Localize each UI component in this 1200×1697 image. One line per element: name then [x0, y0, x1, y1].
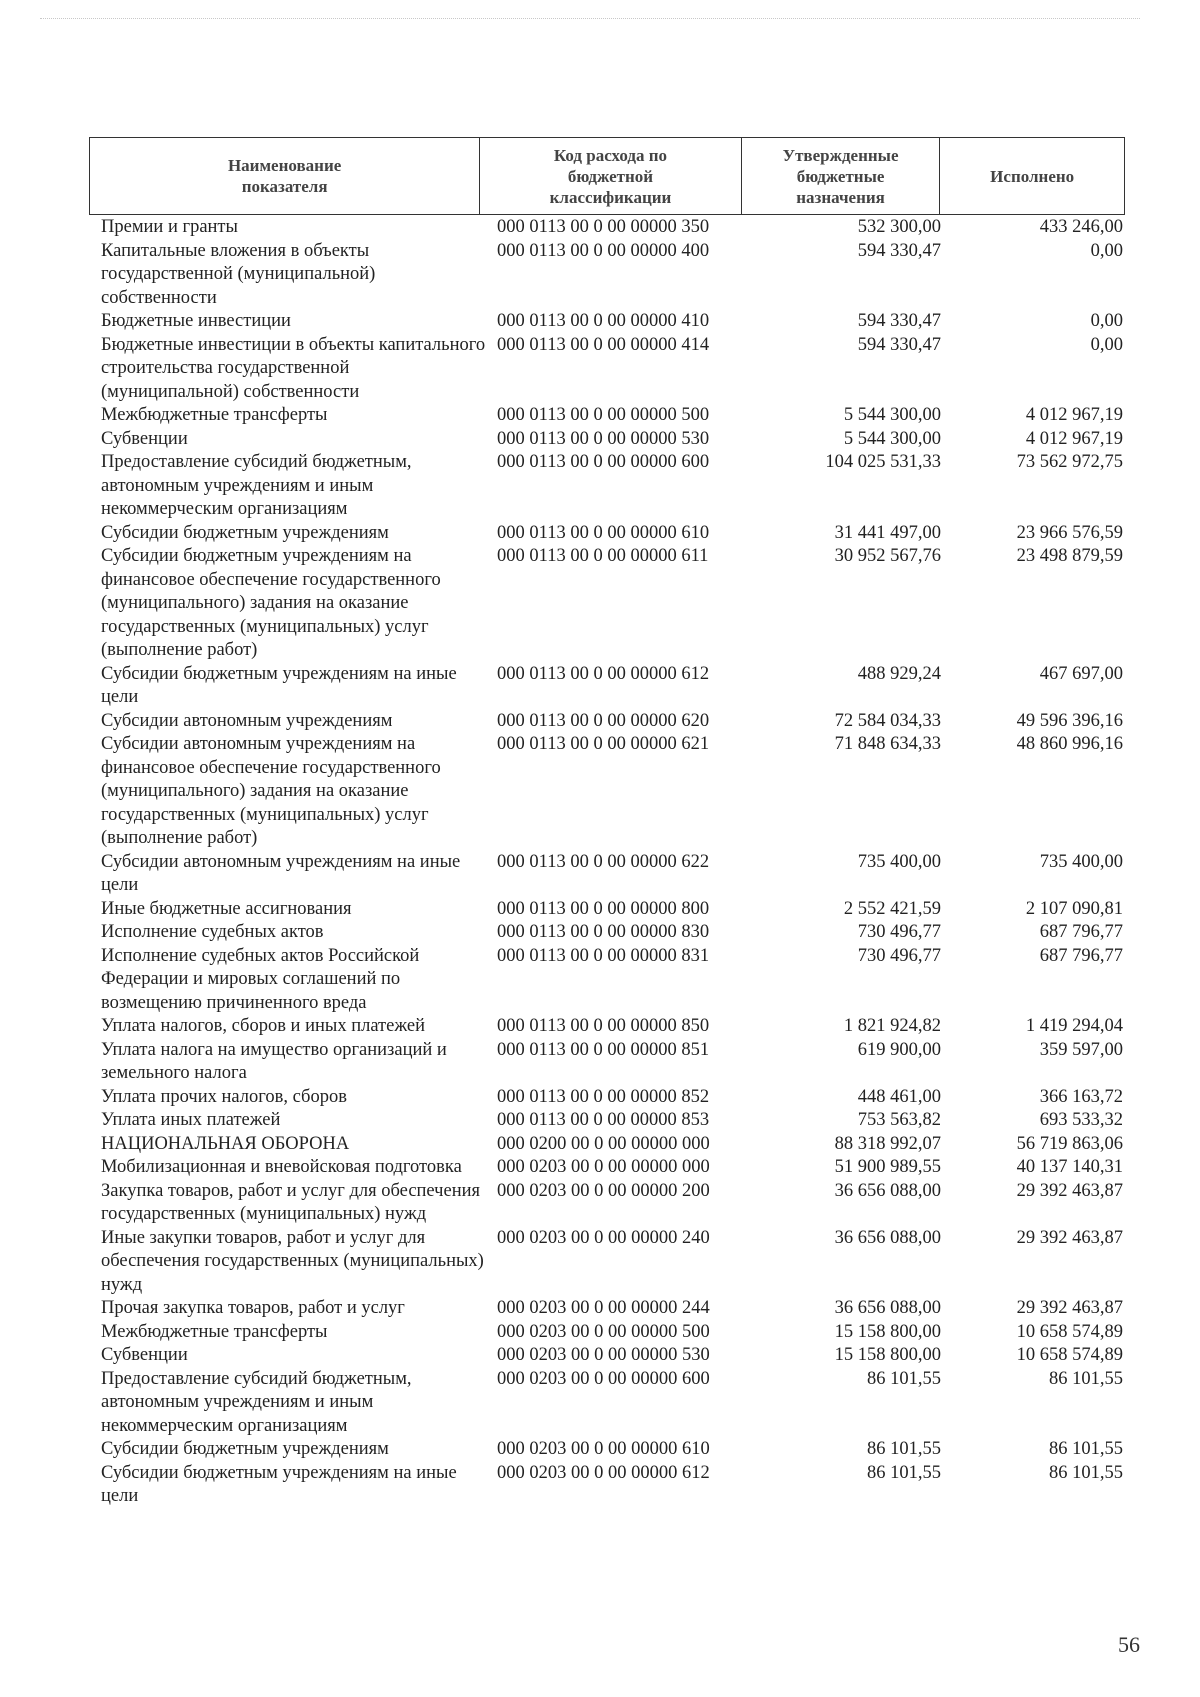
row-executed: 0,00	[1090, 240, 1123, 261]
table-row	[101, 428, 1123, 452]
table-row	[101, 310, 1123, 334]
row-name: Межбюджетные трансферты	[101, 1321, 328, 1342]
row-executed: 0,00	[1090, 334, 1123, 355]
row-code: 000 0113 00 0 00 00000 800	[497, 898, 710, 919]
table-row	[101, 451, 1123, 522]
row-name: Уплата налогов, сборов и иных платежей	[101, 1016, 426, 1036]
header-executed: Исполнено	[990, 166, 1075, 186]
table-row	[101, 1086, 1123, 1110]
row-approved: 1 821 924,82	[843, 1016, 941, 1036]
row-executed: 433 246,00	[1039, 217, 1123, 237]
table-row	[101, 921, 1123, 945]
row-name: Уплата прочих налогов, сборов	[101, 1086, 347, 1107]
table-row	[101, 1227, 1123, 1298]
row-code: 000 0203 00 0 00 00000 530	[497, 1345, 710, 1365]
row-executed: 86 101,55	[1049, 1368, 1123, 1389]
row-name: Уплата налога на имущество организаций и земельного налога	[101, 1039, 447, 1083]
row-executed: 73 562 972,75	[1016, 452, 1123, 472]
row-name: Субвенции	[101, 1345, 188, 1365]
table-row	[101, 1109, 1123, 1133]
row-code: 000 0200 00 0 00 00000 000	[497, 1133, 710, 1154]
row-code: 000 0113 00 0 00 00000 350	[497, 217, 710, 237]
row-approved: 36 656 088,00	[834, 1227, 941, 1248]
table-row	[101, 663, 1123, 710]
table-row	[101, 898, 1123, 922]
row-executed: 1 419 294,04	[1025, 1016, 1123, 1036]
row-executed: 0,00	[1090, 311, 1123, 331]
table-row	[101, 216, 1123, 240]
row-code: 000 0203 00 0 00 00000 610	[497, 1439, 710, 1459]
table-row	[101, 1039, 1123, 1086]
row-executed: 2 107 090,81	[1025, 898, 1123, 919]
row-name: Исполнение судебных актов Российской Федерации и мировых соглашений по возмещению причиненного вреда	[101, 945, 420, 1013]
row-approved: 104 025 531,33	[825, 452, 941, 472]
table-row	[101, 1015, 1123, 1039]
row-executed: 467 697,00	[1039, 663, 1123, 684]
table-row	[101, 710, 1123, 734]
row-approved: 730 496,77	[857, 945, 941, 966]
row-executed: 693 533,32	[1039, 1110, 1123, 1130]
row-approved: 753 563,82	[857, 1110, 941, 1130]
row-code: 000 0203 00 0 00 00000 244	[497, 1298, 710, 1318]
table-row	[101, 545, 1123, 663]
row-approved: 594 330,47	[857, 334, 941, 355]
row-approved: 30 952 567,76	[834, 546, 941, 566]
table-row	[101, 1180, 1123, 1227]
row-code: 000 0113 00 0 00 00000 831	[497, 945, 710, 966]
row-executed: 29 392 463,87	[1016, 1227, 1123, 1248]
row-executed: 10 658 574,89	[1016, 1321, 1123, 1342]
row-code: 000 0113 00 0 00 00000 600	[497, 452, 710, 472]
row-executed: 56 719 863,06	[1016, 1133, 1123, 1154]
row-executed: 10 658 574,89	[1016, 1345, 1123, 1365]
table-row	[101, 851, 1123, 898]
table-row	[101, 1321, 1123, 1345]
row-executed: 4 012 967,19	[1025, 428, 1123, 449]
row-executed: 4 012 967,19	[1025, 405, 1123, 425]
row-code: 000 0203 00 0 00 00000 240	[497, 1227, 710, 1248]
row-approved: 619 900,00	[857, 1039, 941, 1060]
table-body	[101, 216, 1123, 1509]
scan-noise	[40, 18, 1140, 21]
row-code: 000 0203 00 0 00 00000 600	[497, 1368, 710, 1389]
row-executed: 359 597,00	[1039, 1039, 1123, 1060]
table-row	[101, 1297, 1123, 1321]
row-approved: 735 400,00	[857, 851, 941, 872]
row-code: 000 0113 00 0 00 00000 622	[497, 851, 710, 872]
row-name: Иные бюджетные ассигнования	[101, 898, 352, 919]
row-code: 000 0113 00 0 00 00000 410	[497, 311, 710, 331]
row-name: Субвенции	[101, 428, 188, 449]
row-name: Субсидии автономным учреждениям на финансовое обеспечение государственного (муниципального) задания на оказание государственных (муниципальных) услуг (выполнение работ)	[101, 734, 441, 848]
row-code: 000 0113 00 0 00 00000 850	[497, 1016, 710, 1036]
table-row	[101, 733, 1123, 851]
table-row	[101, 1438, 1123, 1462]
table-row	[101, 404, 1123, 428]
table-row	[101, 1133, 1123, 1157]
page-number: 56	[1118, 1632, 1140, 1657]
row-approved: 594 330,47	[857, 311, 941, 331]
row-code: 000 0113 00 0 00 00000 830	[497, 922, 710, 942]
row-name: Капитальные вложения в объекты государственной (муниципальной) собственности	[101, 240, 376, 308]
row-executed: 49 596 396,16	[1016, 710, 1123, 731]
row-code: 000 0113 00 0 00 00000 853	[497, 1110, 710, 1130]
row-approved: 532 300,00	[857, 217, 941, 237]
row-code: 000 0113 00 0 00 00000 414	[497, 334, 710, 355]
row-name: Субсидии бюджетным учреждениям на иные цели	[101, 663, 457, 707]
header-name: Наименование показателя	[90, 138, 480, 214]
row-executed: 735 400,00	[1039, 851, 1123, 872]
row-code: 000 0203 00 0 00 00000 200	[497, 1180, 710, 1201]
row-name: Субсидии бюджетным учреждениям на финансовое обеспечение государственного (муниципального) задания на оказание государственных (муниципальных) услуг (выполнение работ)	[101, 546, 441, 660]
row-approved: 2 552 421,59	[843, 898, 941, 919]
row-approved: 86 101,55	[867, 1462, 941, 1483]
row-name: Субсидии бюджетным учреждениям на иные цели	[101, 1462, 457, 1506]
row-approved: 36 656 088,00	[834, 1298, 941, 1318]
row-approved: 594 330,47	[857, 240, 941, 261]
row-name: Исполнение судебных актов	[101, 922, 324, 942]
row-approved: 36 656 088,00	[834, 1180, 941, 1201]
row-name: Уплата иных платежей	[101, 1110, 281, 1130]
row-code: 000 0113 00 0 00 00000 530	[497, 428, 710, 449]
row-code: 000 0113 00 0 00 00000 610	[497, 522, 710, 543]
row-code: 000 0113 00 0 00 00000 611	[497, 546, 709, 566]
row-approved: 15 158 800,00	[834, 1321, 941, 1342]
row-name: Прочая закупка товаров, работ и услуг	[101, 1298, 405, 1318]
row-executed: 366 163,72	[1039, 1086, 1123, 1107]
header-approved: Утвержденные бюджетные назначения	[742, 138, 941, 214]
row-name: Межбюджетные трансферты	[101, 405, 328, 425]
row-code: 000 0203 00 0 00 00000 612	[497, 1462, 710, 1483]
row-name: Субсидии бюджетным учреждениям	[101, 1439, 389, 1459]
table-row	[101, 945, 1123, 1016]
table-row	[101, 334, 1123, 405]
row-code: 000 0113 00 0 00 00000 852	[497, 1086, 710, 1107]
row-name: Иные закупки товаров, работ и услуг для обеспечения государственных (муниципальных) нужд	[101, 1227, 484, 1295]
row-approved: 15 158 800,00	[834, 1345, 941, 1365]
row-name: Мобилизационная и вневойсковая подготовка	[101, 1157, 462, 1177]
row-approved: 730 496,77	[857, 922, 941, 942]
row-approved: 72 584 034,33	[834, 710, 941, 731]
header-code: Код расхода по бюджетной классификации	[480, 138, 742, 214]
row-name: Субсидии автономным учреждениям	[101, 710, 393, 731]
row-executed: 29 392 463,87	[1016, 1180, 1123, 1201]
row-code: 000 0113 00 0 00 00000 400	[497, 240, 710, 261]
table-row	[101, 522, 1123, 546]
row-name: Субсидии бюджетным учреждениям	[101, 522, 389, 543]
table-row	[101, 240, 1123, 311]
row-code: 000 0203 00 0 00 00000 000	[497, 1157, 710, 1177]
row-name: Предоставление субсидий бюджетным, автономным учреждениям и иным некоммерческим организациям	[101, 452, 412, 519]
row-code: 000 0113 00 0 00 00000 500	[497, 405, 710, 425]
row-code: 000 0203 00 0 00 00000 500	[497, 1321, 710, 1342]
row-approved: 71 848 634,33	[834, 734, 941, 754]
table-row	[101, 1156, 1123, 1180]
row-executed: 23 966 576,59	[1016, 522, 1123, 543]
row-executed: 29 392 463,87	[1016, 1298, 1123, 1318]
row-code: 000 0113 00 0 00 00000 620	[497, 710, 710, 731]
row-name: Закупка товаров, работ и услуг для обеспечения государственных (муниципальных) нужд	[101, 1180, 481, 1224]
row-executed: 687 796,77	[1039, 945, 1123, 966]
row-approved: 51 900 989,55	[834, 1157, 941, 1177]
row-code: 000 0113 00 0 00 00000 621	[497, 734, 710, 754]
table-row	[101, 1344, 1123, 1368]
table-header	[89, 137, 1125, 215]
row-approved: 488 929,24	[857, 663, 941, 684]
row-approved: 31 441 497,00	[834, 522, 941, 543]
row-name: Бюджетные инвестиции	[101, 311, 291, 331]
row-approved: 88 318 992,07	[834, 1133, 941, 1154]
row-executed: 40 137 140,31	[1016, 1157, 1123, 1177]
table-row	[101, 1368, 1123, 1439]
table-row	[101, 1462, 1123, 1509]
row-executed: 687 796,77	[1039, 922, 1123, 942]
row-executed: 86 101,55	[1049, 1462, 1123, 1483]
row-approved: 86 101,55	[867, 1439, 941, 1459]
row-name: Предоставление субсидий бюджетным, автономным учреждениям и иным некоммерческим организациям	[101, 1368, 412, 1436]
row-executed: 86 101,55	[1049, 1439, 1123, 1459]
row-name: Премии и гранты	[101, 217, 238, 237]
row-approved: 5 544 300,00	[843, 428, 941, 449]
row-approved: 5 544 300,00	[843, 405, 941, 425]
row-executed: 48 860 996,16	[1016, 734, 1123, 754]
row-code: 000 0113 00 0 00 00000 851	[497, 1039, 710, 1060]
row-executed: 23 498 879,59	[1016, 546, 1123, 566]
row-approved: 86 101,55	[867, 1368, 941, 1389]
row-name: Субсидии автономным учреждениям на иные цели	[101, 851, 461, 895]
row-code: 000 0113 00 0 00 00000 612	[497, 663, 710, 684]
row-name: НАЦИОНАЛЬНАЯ ОБОРОНА	[101, 1133, 350, 1154]
row-name: Бюджетные инвестиции в объекты капитального строительства государственной (муниципальной) собственности	[101, 334, 486, 402]
row-approved: 448 461,00	[857, 1086, 941, 1107]
